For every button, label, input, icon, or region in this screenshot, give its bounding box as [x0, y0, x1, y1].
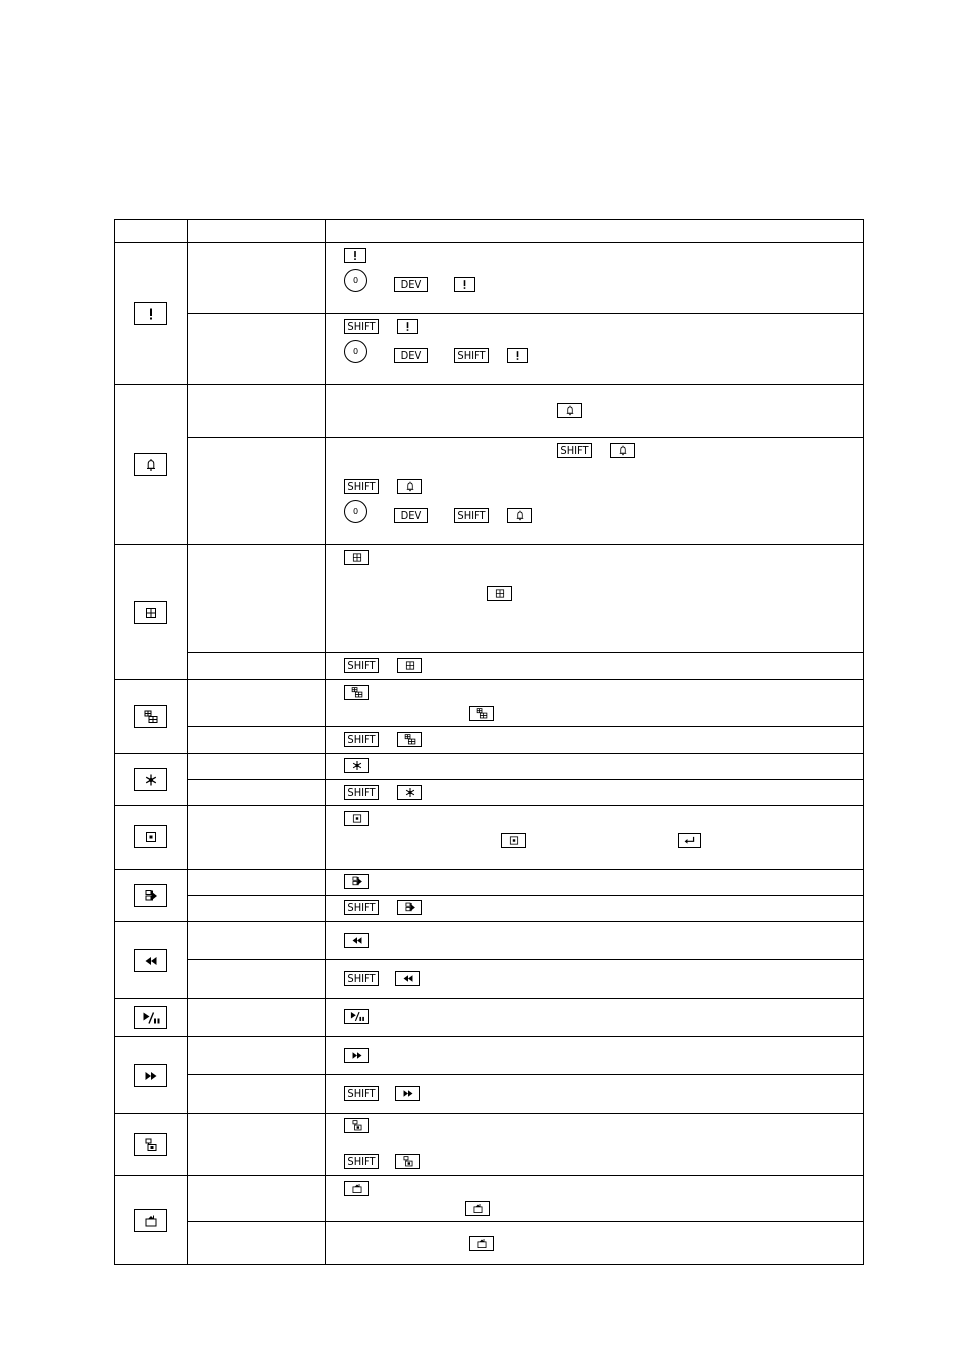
multi-screen-key[interactable]: [134, 601, 167, 624]
exclamation-icon: [398, 320, 417, 333]
row-divider: [187, 779, 864, 780]
row-divider: [187, 652, 864, 653]
copy-icon: [139, 1137, 163, 1153]
group-divider: [114, 869, 864, 870]
rewind-icon: [139, 953, 163, 969]
pip-key[interactable]: [469, 706, 494, 721]
fast-forward-icon: [397, 1087, 419, 1100]
bell-icon: [399, 480, 421, 493]
pip-icon: [139, 709, 163, 725]
eject-icon: [346, 1182, 368, 1195]
step-key[interactable]: [134, 884, 167, 907]
snowflake-icon: [346, 759, 368, 772]
dev-key[interactable]: [394, 508, 428, 523]
group-divider: [114, 679, 864, 680]
group-divider: [114, 921, 864, 922]
alarm-key[interactable]: [610, 443, 635, 458]
group-divider: [114, 1175, 864, 1176]
alarm-key[interactable]: [507, 508, 532, 523]
multi-screen-key[interactable]: [344, 550, 369, 565]
pip-icon: [471, 707, 493, 720]
shift-label: SHIFT: [347, 972, 376, 985]
alarm-reset-key[interactable]: [344, 248, 366, 263]
freeze-key[interactable]: [134, 768, 167, 791]
eject-key[interactable]: [134, 1209, 167, 1232]
copy-key[interactable]: [134, 1133, 167, 1156]
shift-label: SHIFT: [347, 1087, 376, 1100]
shift-key[interactable]: [344, 732, 379, 747]
row-divider: [187, 726, 864, 727]
enter-icon: [679, 834, 700, 847]
copy-icon: [346, 1119, 368, 1132]
shift-label: SHIFT: [457, 509, 486, 522]
group-divider: [114, 544, 864, 545]
play-pause-key[interactable]: [344, 1009, 369, 1024]
quad-icon: [399, 659, 421, 672]
table-border-top: [114, 219, 864, 220]
step-key[interactable]: [344, 874, 369, 889]
pip-icon: [346, 686, 368, 699]
pip-key[interactable]: [134, 705, 167, 728]
row-divider: [187, 437, 864, 438]
dev-key[interactable]: [394, 277, 428, 292]
row-divider: [187, 1221, 864, 1222]
header-divider: [114, 242, 864, 243]
bell-icon: [559, 404, 581, 417]
snowflake-icon: [139, 772, 163, 788]
eject-icon: [139, 1213, 163, 1229]
enter-key[interactable]: [678, 833, 701, 848]
shift-label: SHIFT: [347, 733, 376, 746]
group-divider: [114, 1036, 864, 1037]
zoom-icon: [346, 812, 368, 825]
bell-icon: [612, 444, 634, 457]
shift-key[interactable]: [344, 1154, 379, 1169]
shift-label: SHIFT: [347, 786, 376, 799]
zero-label: 0: [352, 507, 359, 516]
shift-key[interactable]: [557, 443, 592, 458]
zero-label: 0: [352, 347, 359, 356]
column-divider: [187, 219, 188, 1265]
fast-forward-key[interactable]: [344, 1048, 369, 1063]
eject-key[interactable]: [469, 1236, 494, 1251]
exclamation-icon: [508, 349, 527, 362]
shift-key[interactable]: [344, 479, 379, 494]
copy-key[interactable]: [395, 1154, 420, 1169]
zoom-key[interactable]: [344, 811, 369, 826]
multi-screen-key[interactable]: [397, 658, 422, 673]
shift-key[interactable]: [344, 900, 379, 915]
table-border-left: [114, 219, 115, 1265]
step-key[interactable]: [397, 900, 422, 915]
shift-key[interactable]: [344, 785, 379, 800]
alarm-key[interactable]: [397, 479, 422, 494]
zero-button[interactable]: [344, 500, 367, 523]
quad-icon: [489, 587, 511, 600]
fast-forward-icon: [346, 1049, 368, 1062]
freeze-key[interactable]: [397, 785, 422, 800]
bell-icon: [139, 457, 163, 473]
fast-forward-key[interactable]: [134, 1064, 167, 1087]
row-divider: [187, 313, 864, 314]
pip-key[interactable]: [344, 685, 369, 700]
alarm-key[interactable]: [557, 403, 582, 418]
bell-icon: [509, 509, 531, 522]
shift-key[interactable]: [344, 971, 379, 986]
eject-key[interactable]: [465, 1201, 490, 1216]
shift-key[interactable]: [344, 319, 379, 334]
zoom-icon: [503, 834, 525, 847]
fast-forward-key[interactable]: [395, 1086, 420, 1101]
shift-label: SHIFT: [347, 320, 376, 333]
play-pause-icon: [346, 1010, 368, 1023]
row-divider: [187, 1074, 864, 1075]
row-divider: [187, 895, 864, 896]
exclamation-icon: [455, 278, 474, 291]
pip-key[interactable]: [397, 732, 422, 747]
rewind-key[interactable]: [134, 949, 167, 972]
multi-screen-key[interactable]: [487, 586, 512, 601]
eject-key[interactable]: [344, 1181, 369, 1196]
alarm-reset-key[interactable]: [397, 319, 418, 334]
group-divider: [114, 384, 864, 385]
copy-icon: [397, 1155, 419, 1168]
rewind-key[interactable]: [395, 971, 420, 986]
eject-icon: [467, 1202, 489, 1215]
quad-icon: [346, 551, 368, 564]
shift-key[interactable]: [344, 1086, 379, 1101]
snowflake-icon: [399, 786, 421, 799]
dev-key[interactable]: [394, 348, 428, 363]
group-divider: [114, 805, 864, 806]
play-pause-key[interactable]: [134, 1006, 167, 1029]
table-border-bottom: [114, 1264, 864, 1265]
play-pause-icon: [139, 1010, 163, 1026]
shift-label: SHIFT: [347, 480, 376, 493]
zero-button[interactable]: [344, 269, 367, 292]
pip-icon: [399, 733, 421, 746]
group-divider: [114, 753, 864, 754]
alarm-key[interactable]: [134, 453, 167, 476]
shift-label: SHIFT: [560, 444, 589, 457]
fast-forward-icon: [139, 1068, 163, 1084]
exclamation-icon: [139, 306, 163, 322]
rewind-icon: [397, 972, 419, 985]
quad-icon: [139, 605, 163, 621]
shift-key[interactable]: [454, 508, 489, 523]
step-forward-icon: [346, 875, 368, 888]
zero-label: 0: [352, 276, 359, 285]
eject-icon: [471, 1237, 493, 1250]
group-divider: [114, 1113, 864, 1114]
rewind-key[interactable]: [344, 933, 369, 948]
dev-label: DEV: [400, 278, 422, 291]
shift-key[interactable]: [344, 658, 379, 673]
rewind-icon: [346, 934, 368, 947]
step-forward-icon: [399, 901, 421, 914]
zoom-key[interactable]: [134, 825, 167, 848]
dev-label: DEV: [400, 509, 422, 522]
row-divider: [187, 959, 864, 960]
shift-key[interactable]: [454, 348, 489, 363]
zoom-icon: [139, 829, 163, 845]
dev-label: DEV: [400, 349, 422, 362]
column-divider: [325, 219, 326, 1265]
alarm-reset-key[interactable]: [507, 348, 528, 363]
step-forward-icon: [139, 888, 163, 904]
function-table: [114, 219, 864, 1265]
freeze-key[interactable]: [344, 758, 369, 773]
exclamation-icon: [345, 249, 365, 262]
shift-label: SHIFT: [347, 1155, 376, 1168]
shift-label: SHIFT: [457, 349, 486, 362]
shift-label: SHIFT: [347, 659, 376, 672]
zoom-key[interactable]: [501, 833, 526, 848]
table-border-right: [863, 219, 864, 1265]
shift-label: SHIFT: [347, 901, 376, 914]
copy-key[interactable]: [344, 1118, 369, 1133]
alarm-reset-key[interactable]: [134, 302, 167, 325]
alarm-reset-key[interactable]: [454, 277, 475, 292]
group-divider: [114, 998, 864, 999]
zero-button[interactable]: [344, 340, 367, 363]
